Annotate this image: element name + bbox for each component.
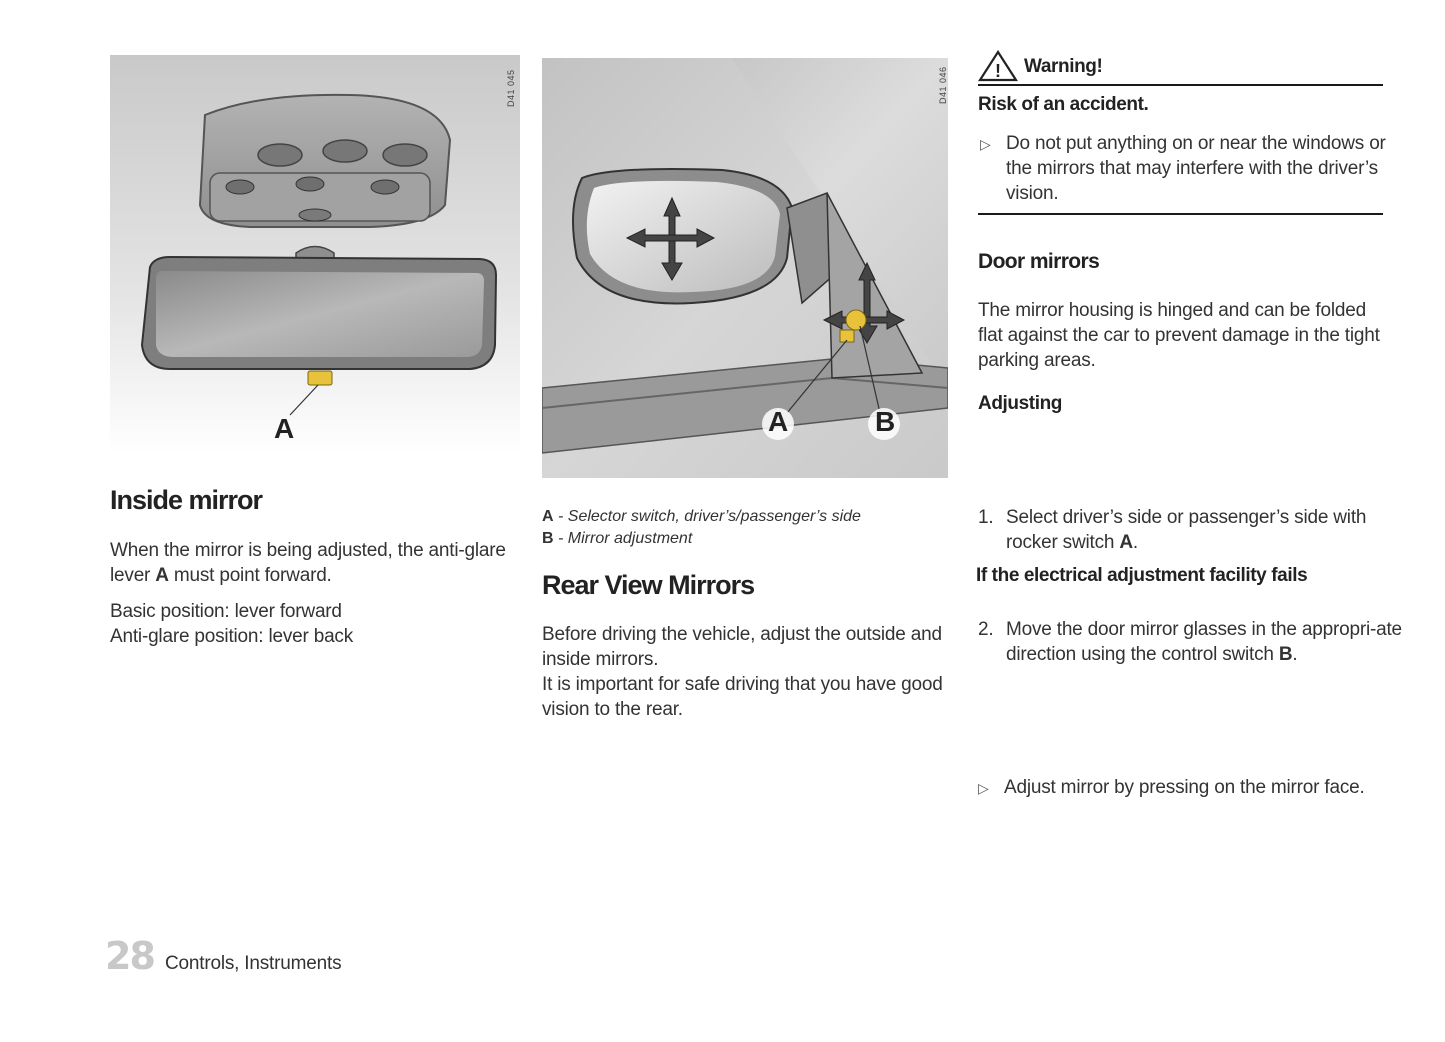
text-bold: A (1119, 532, 1133, 553)
body-paragraph: Before driving the vehicle, adjust the outside and inside mirrors. (542, 624, 942, 670)
body-paragraph (110, 538, 510, 588)
bullet-text: Do not put anything on or near the windows or the mirrors that may interfere with the driver’s vision. (1006, 133, 1386, 204)
warning-header (978, 50, 1383, 84)
step-number: 2. (978, 619, 994, 640)
text-bold: B (1278, 644, 1293, 665)
callout-label-a: A (768, 406, 788, 437)
step-text: Move the door mirror glasses in the appropri-ate direction using the control switch (1006, 619, 1402, 665)
body-paragraph (110, 599, 510, 649)
inside-mirror-figure (110, 55, 520, 455)
page-footer (105, 934, 505, 978)
step-text: . (1292, 644, 1298, 665)
door-mirror-figure (542, 58, 948, 478)
fail-bullet (976, 775, 1409, 800)
text-line: Anti-glare position: lever back (110, 626, 354, 647)
caption-key: A (542, 508, 554, 525)
text-line: Basic position: lever forward (110, 601, 342, 622)
callout-label-b: B (875, 406, 895, 437)
subsection-heading: If the electrical adjustment facility fails (976, 565, 1308, 586)
figure-code: D41 045 (506, 69, 516, 107)
body-paragraph: The mirror housing is hinged and can be folded flat against the car to prevent damage in the tight parking areas. (978, 300, 1380, 371)
body-paragraph: It is important for safe driving that you have good vision to the rear. (542, 674, 943, 720)
figure-caption (542, 506, 942, 550)
text-span: must point forward. (168, 565, 332, 586)
warning-top-rule (978, 84, 1383, 86)
numbered-step (978, 505, 1406, 555)
warning-title: Warning! (1024, 56, 1103, 77)
warning-bullet (978, 131, 1411, 206)
section-title: Rear View Mirrors (542, 570, 755, 600)
section-name: Controls, Instruments (165, 953, 342, 974)
bullet-text: Adjust mirror by pressing on the mirror face. (1004, 777, 1365, 798)
caption-text: - Mirror adjustment (553, 530, 693, 547)
inside-mirror-illustration (110, 55, 520, 455)
step-number: 1. (978, 507, 994, 528)
text-span: When the mirror is being adjusted, the anti-glare lever (110, 540, 506, 586)
section-heading: Door mirrors (978, 250, 1100, 273)
warning-bottom-rule (978, 213, 1383, 215)
caption-text: - Selector switch, driver’s/passenger’s side (553, 508, 861, 525)
warning-subtitle: Risk of an accident. (978, 94, 1149, 115)
page-number: 28 (105, 934, 154, 978)
bullet-triangle-icon: ▷ (978, 780, 989, 796)
text-bold: A (155, 565, 169, 586)
step-text: . (1132, 532, 1138, 553)
caption-key: B (542, 530, 554, 547)
figure-code: D41 046 (938, 66, 948, 104)
callout-label-a: A (274, 413, 294, 444)
warning-icon (978, 50, 1018, 82)
section-title: Inside mirror (110, 485, 263, 515)
subsection-heading: Adjusting (978, 393, 1062, 414)
step-text: Select driver’s side or passenger’s side with rocker switch (1006, 507, 1367, 553)
bullet-triangle-icon: ▷ (980, 136, 991, 152)
svg-text:!: ! (995, 61, 1001, 81)
numbered-step (978, 617, 1406, 667)
